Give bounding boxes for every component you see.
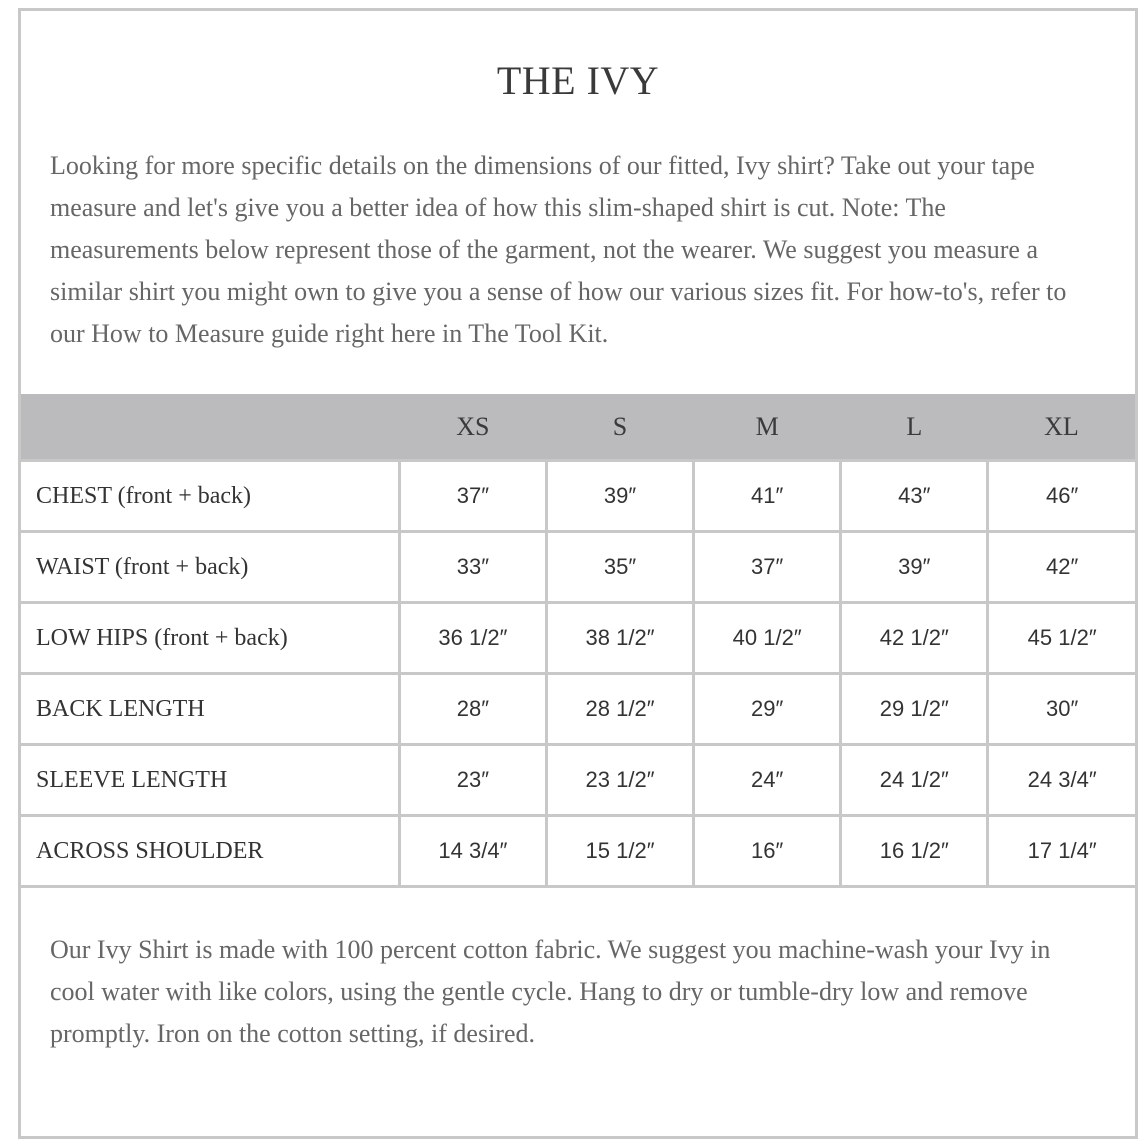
table-row-back-length — [21, 674, 1135, 745]
table-row-across-shoulder — [21, 816, 1135, 887]
intro-paragraph: Looking for more specific details on the dimensions of our fitted, Ivy shirt? Take out your tape measure and let's give you a better idea of how this slim-shaped shirt is cut. Note: The measurements below represent those of the garment, not the wearer. We suggest you measure a similar shirt you might own to give you a sense of how our various sizes fit. For how-to's, refer to our How to Measure guide right here in The Tool Kit. — [50, 151, 1067, 348]
cell-waist-xs: 33″ — [399, 532, 546, 603]
table-row-waist — [21, 532, 1135, 603]
cell-chest-xl: 46″ — [988, 461, 1135, 532]
row-label-chest: CHEST (front + back) — [21, 461, 399, 532]
column-header-blank — [21, 394, 399, 461]
cell-sleeve-length-m: 24″ — [694, 745, 841, 816]
column-header-xl: XL — [988, 394, 1135, 461]
cell-chest-l: 43″ — [841, 461, 988, 532]
row-label-across-shoulder: ACROSS SHOULDER — [21, 816, 399, 887]
table-row-low-hips — [21, 603, 1135, 674]
cell-sleeve-length-s: 23 1/2″ — [546, 745, 693, 816]
cell-across-shoulder-xl: 17 1/4″ — [988, 816, 1135, 887]
cell-back-length-s: 28 1/2″ — [546, 674, 693, 745]
cell-back-length-xl: 30″ — [988, 674, 1135, 745]
column-header-l: L — [841, 394, 988, 461]
cell-waist-m: 37″ — [694, 532, 841, 603]
column-header-s: S — [546, 394, 693, 461]
care-instructions: Our Ivy Shirt is made with 100 percent cotton fabric. We suggest you machine-wash your Ivy in cool water with like colors, using the gentle cycle. Hang to dry or tumble-dry low and remove promptly. Iron on the cotton setting, if desired. — [50, 935, 1051, 1048]
cell-waist-xl: 42″ — [988, 532, 1135, 603]
cell-low-hips-l: 42 1/2″ — [841, 603, 988, 674]
table-header-row — [21, 394, 1135, 461]
size-guide-card — [18, 8, 1138, 1139]
column-header-m: M — [694, 394, 841, 461]
cell-across-shoulder-xs: 14 3/4″ — [399, 816, 546, 887]
row-label-sleeve-length: SLEEVE LENGTH — [21, 745, 399, 816]
cell-back-length-l: 29 1/2″ — [841, 674, 988, 745]
cell-chest-xs: 37″ — [399, 461, 546, 532]
cell-sleeve-length-l: 24 1/2″ — [841, 745, 988, 816]
table-row-sleeve-length — [21, 745, 1135, 816]
row-label-back-length: BACK LENGTH — [21, 674, 399, 745]
cell-chest-s: 39″ — [546, 461, 693, 532]
size-table-container — [21, 394, 1135, 888]
column-header-xs: XS — [399, 394, 546, 461]
cell-waist-s: 35″ — [546, 532, 693, 603]
cell-sleeve-length-xs: 23″ — [399, 745, 546, 816]
cell-across-shoulder-s: 15 1/2″ — [546, 816, 693, 887]
cell-across-shoulder-m: 16″ — [694, 816, 841, 887]
cell-low-hips-xs: 36 1/2″ — [399, 603, 546, 674]
cell-across-shoulder-l: 16 1/2″ — [841, 816, 988, 887]
row-label-low-hips: LOW HIPS (front + back) — [21, 603, 399, 674]
cell-low-hips-xl: 45 1/2″ — [988, 603, 1135, 674]
cell-back-length-xs: 28″ — [399, 674, 546, 745]
row-label-waist: WAIST (front + back) — [21, 532, 399, 603]
size-table — [21, 394, 1135, 888]
cell-chest-m: 41″ — [694, 461, 841, 532]
cell-low-hips-m: 40 1/2″ — [694, 603, 841, 674]
page-title: THE IVY — [496, 58, 660, 103]
table-row-chest — [21, 461, 1135, 532]
cell-waist-l: 39″ — [841, 532, 988, 603]
cell-back-length-m: 29″ — [694, 674, 841, 745]
cell-sleeve-length-xl: 24 3/4″ — [988, 745, 1135, 816]
cell-low-hips-s: 38 1/2″ — [546, 603, 693, 674]
